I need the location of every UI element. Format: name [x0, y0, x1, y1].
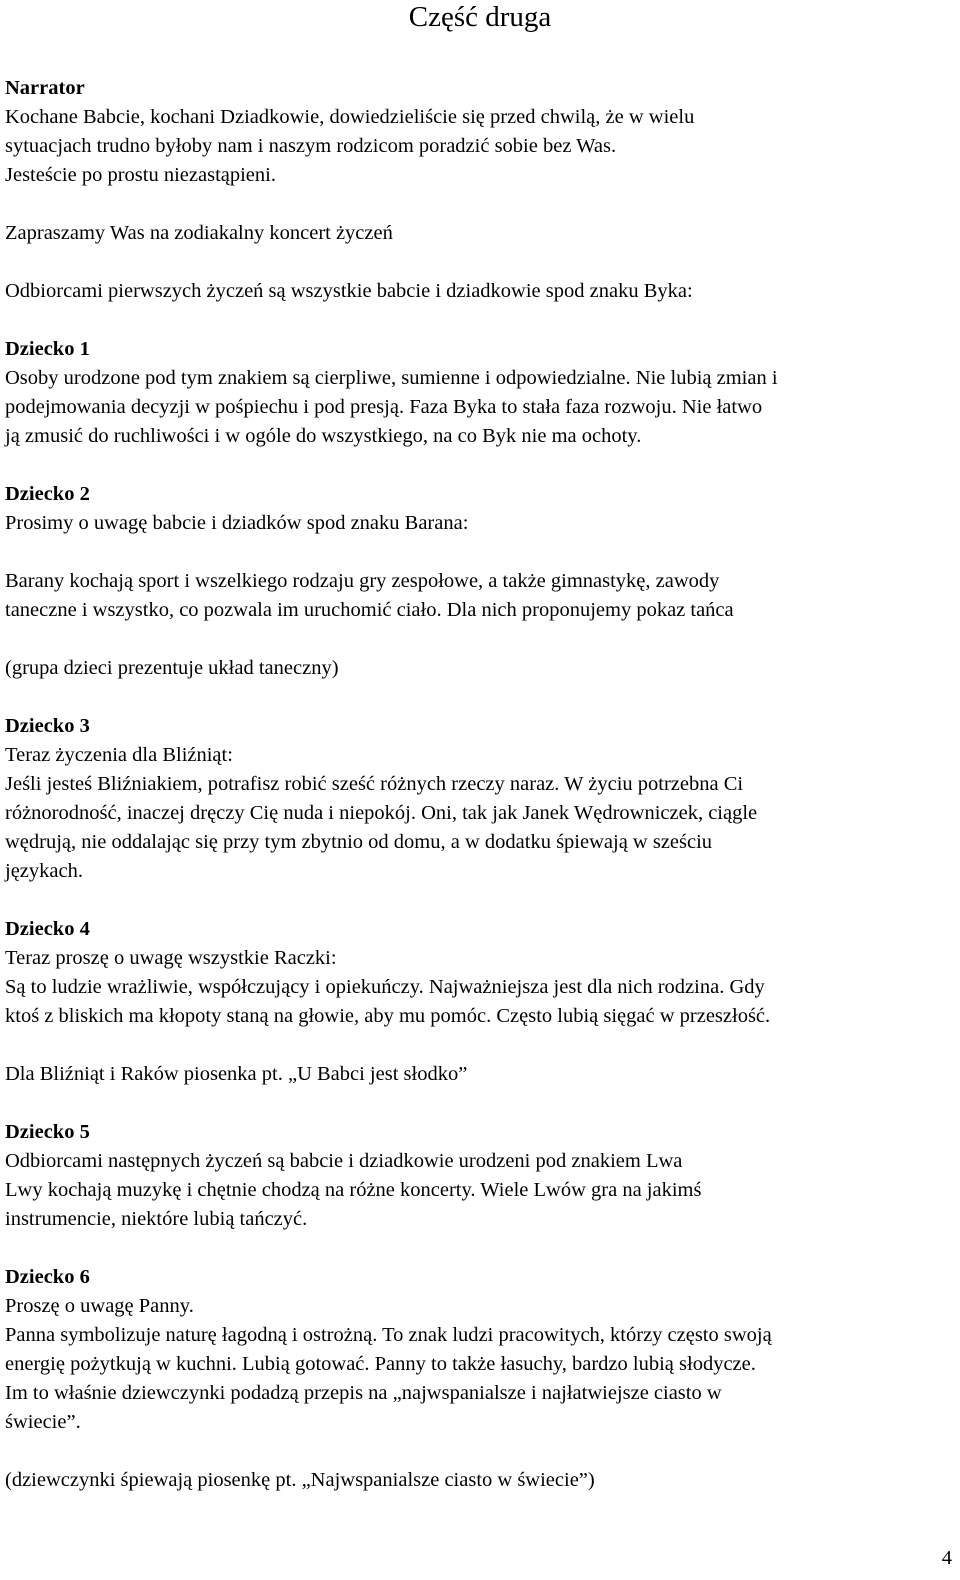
- text-line: Lwy kochają muzykę i chętnie chodzą na różne koncerty. Wiele Lwów gra na jakimś: [5, 1179, 702, 1201]
- speaker-dziecko-1: Dziecko 1: [5, 338, 90, 360]
- speaker-dziecko-3: Dziecko 3: [5, 715, 90, 737]
- text-line: Kochane Babcie, kochani Dziadkowie, dowiedzieliście się przed chwilą, że w wielu: [5, 106, 695, 128]
- text-line: Są to ludzie wrażliwie, współczujący i opiekuńczy. Najważniejsza jest dla nich rodzina. Gdy: [5, 976, 765, 998]
- dziecko-2-intro: Prosimy o uwagę babcie i dziadków spod znaku Barana:: [5, 512, 469, 534]
- speaker-dziecko-2: Dziecko 2: [5, 483, 90, 505]
- text-line: energię pożytkują w kuchni. Lubią gotować. Panny to także łasuchy, bardzo lubią słodycze.: [5, 1353, 756, 1375]
- dziecko-5-paragraph: [5, 1147, 955, 1234]
- narrator-first-recipients: Odbiorcami pierwszych życzeń są wszystkie babcie i dziadkowie spod znaku Byka:: [5, 280, 693, 302]
- page-title: Część druga: [408, 1, 552, 33]
- dziecko-3-intro: Teraz życzenia dla Bliźniąt:: [5, 744, 233, 766]
- speaker-dziecko-5: Dziecko 5: [5, 1121, 90, 1143]
- text-line: taneczne i wszystko, co pozwala im uruchomić ciało. Dla nich proponujemy pokaz tańca: [5, 599, 734, 621]
- text-line: świecie”.: [5, 1411, 81, 1433]
- text-line: językach.: [5, 860, 83, 882]
- speaker-dziecko-4: Dziecko 4: [5, 918, 90, 940]
- speaker-dziecko-6: Dziecko 6: [5, 1266, 90, 1288]
- song-direction: (dziewczynki śpiewają piosenkę pt. „Najwspanialsze ciasto w świecie”): [5, 1469, 595, 1491]
- narrator-invite: Zapraszamy Was na zodiakalny koncert życzeń: [5, 222, 393, 244]
- script-body: [5, 74, 955, 1495]
- text-line: różnorodność, inaczej dręczy Cię nuda i niepokój. Oni, tak jak Janek Wędrowniczek, ciągle: [5, 802, 758, 824]
- text-line: Odbiorcami następnych życzeń są babcie i dziadkowie urodzeni pod znakiem Lwa: [5, 1150, 683, 1172]
- text-line: podejmowania decyzji w pośpiechu i pod presją. Faza Byka to stała faza rozwoju. Nie łatwo: [5, 396, 763, 418]
- text-line: ktoś z bliskich ma kłopoty staną na głowie, aby mu pomóc. Często lubią sięgać w przeszłość.: [5, 1005, 771, 1027]
- speaker-narrator: Narrator: [5, 77, 85, 99]
- text-line: wędrują, nie oddalając się przy tym zbytnio od domu, a w dodatku śpiewają w sześciu: [5, 831, 713, 853]
- text-line: Osoby urodzone pod tym znakiem są cierpliwe, sumienne i odpowiedzialne. Nie lubią zmian i: [5, 367, 778, 389]
- text-line: Jeśli jesteś Bliźniakiem, potrafisz robić sześć różnych rzeczy naraz. W życiu potrzebna Ci: [5, 773, 744, 795]
- page-number: 4: [941, 1547, 952, 1569]
- dziecko-6-paragraph: [5, 1321, 955, 1437]
- narrator-paragraph: [5, 103, 955, 190]
- text-line: Jesteście po prostu niezastąpieni.: [5, 164, 276, 186]
- dziecko-3-paragraph: [5, 770, 955, 886]
- song-announcement: Dla Bliźniąt i Raków piosenka pt. „U Babci jest słodko”: [5, 1063, 468, 1085]
- dziecko-1-paragraph: [5, 364, 955, 451]
- text-line: Panna symbolizuje naturę łagodną i ostrożną. To znak ludzi pracowitych, którzy często swoją: [5, 1324, 772, 1346]
- stage-direction: (grupa dzieci prezentuje układ taneczny): [5, 657, 339, 679]
- text-line: ją zmusić do ruchliwości i w ogóle do wszystkiego, na co Byk nie ma ochoty.: [5, 425, 642, 447]
- text-line: instrumencie, niektóre lubią tańczyć.: [5, 1208, 308, 1230]
- text-line: sytuacjach trudno byłoby nam i naszym rodzicom poradzić sobie bez Was.: [5, 135, 617, 157]
- dziecko-4-paragraph: [5, 973, 955, 1031]
- text-line: Barany kochają sport i wszelkiego rodzaju gry zespołowe, a także gimnastykę, zawody: [5, 570, 720, 592]
- dziecko-4-intro: Teraz proszę o uwagę wszystkie Raczki:: [5, 947, 337, 969]
- dziecko-2-paragraph: [5, 567, 955, 625]
- dziecko-6-intro: Proszę o uwagę Panny.: [5, 1295, 194, 1317]
- text-line: Im to właśnie dziewczynki podadzą przepis na „najwspanialsze i najłatwiejsze ciasto w: [5, 1382, 722, 1404]
